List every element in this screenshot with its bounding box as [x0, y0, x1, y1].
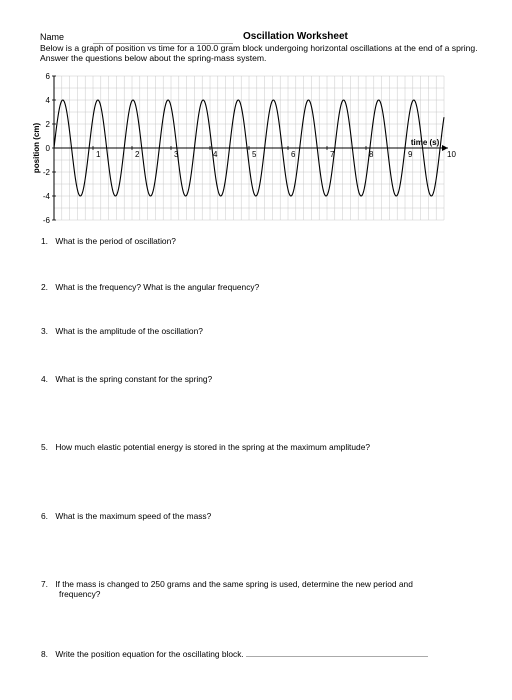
question-2: [41, 282, 481, 292]
question-4: [41, 374, 481, 384]
question-text: What is the amplitude of the oscillation?: [55, 326, 203, 336]
question-text: What is the maximum speed of the mass?: [55, 511, 212, 521]
question-7: [41, 579, 481, 599]
x-axis-label: time (s): [410, 138, 440, 147]
question-number: 1.: [41, 236, 48, 246]
question-number: 4.: [41, 374, 48, 384]
question-number: 3.: [41, 326, 48, 336]
y-axis-label: position (cm): [32, 122, 41, 174]
y-tick-label: -2: [42, 168, 50, 177]
question-text: What is the period of oscillation?: [55, 236, 176, 246]
y-tick-label: 4: [45, 96, 50, 105]
question-8: [41, 648, 481, 659]
answer-blank-line[interactable]: [246, 648, 428, 657]
question-3: [41, 326, 481, 336]
question-number: 7.: [41, 579, 48, 589]
intro-text: Below is a graph of position vs time for a 100.0 gram block undergoing horizontal oscillations at the end of a spring. Answer the questions below about the spring-mass system.: [40, 43, 478, 63]
y-tick-label: 6: [45, 72, 50, 81]
x-tick-label: 4: [213, 150, 218, 159]
name-label: Name: [40, 32, 65, 42]
x-tick-label: 3: [174, 150, 179, 159]
x-tick-label: 5: [252, 150, 257, 159]
question-6: [41, 511, 481, 521]
x-tick-label: 1: [96, 150, 101, 159]
x-tick-label: 8: [369, 150, 374, 159]
worksheet-title: Oscillation Worksheet: [243, 31, 348, 42]
y-tick-label: 0: [45, 144, 50, 153]
question-text: If the mass is changed to 250 grams and the same spring is used, determine the new period and: [55, 579, 413, 589]
x-tick-label: 9: [408, 150, 413, 159]
chart-axes: [52, 76, 448, 220]
x-tick-label: 2: [135, 150, 140, 159]
x-tick-label: 7: [330, 150, 335, 159]
question-1: [41, 236, 481, 246]
x-tick-label: 6: [291, 150, 296, 159]
question-number: 2.: [41, 282, 48, 292]
question-text: What is the spring constant for the spring?: [55, 374, 213, 384]
position-time-graph: [30, 68, 470, 233]
question-text: What is the frequency? What is the angular frequency?: [55, 282, 260, 292]
question-number: 5.: [41, 442, 48, 452]
y-tick-label: -6: [42, 216, 50, 225]
y-tick-label: 2: [45, 120, 50, 129]
question-text: Write the position equation for the oscillating block.: [55, 649, 244, 659]
name-field[interactable]: [40, 32, 64, 42]
y-tick-label: -4: [42, 192, 50, 201]
question-5: [41, 442, 481, 452]
x-tick-label: 10: [447, 150, 456, 159]
question-number: 6.: [41, 511, 48, 521]
question-text-continued: frequency?: [59, 589, 101, 599]
question-text: How much elastic potential energy is stored in the spring at the maximum amplitude?: [55, 442, 371, 452]
question-number: 8.: [41, 649, 48, 659]
